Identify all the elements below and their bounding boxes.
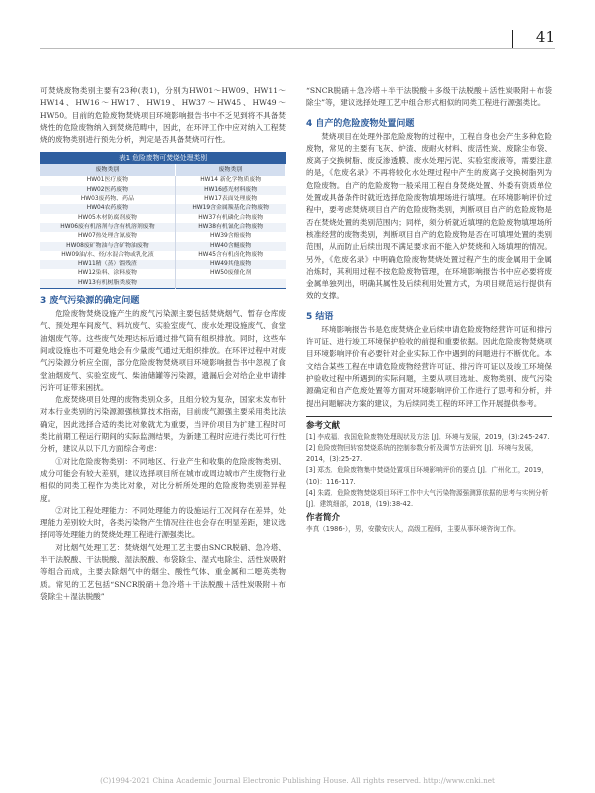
table-cell: HW13有机树脂类废物 — [40, 279, 175, 289]
table-cell: HW19含金属羰基化合物废物 — [175, 204, 285, 213]
table-cell: HW01医疗废物 — [40, 176, 175, 185]
right-column — [306, 85, 552, 535]
table-cell: HW08废矿物油与含矿物油废物 — [40, 242, 175, 251]
table-cell: HW38有机氰化合物废物 — [175, 223, 285, 232]
header-separator — [512, 30, 513, 48]
table-cell: HW03废药物、药品 — [40, 195, 175, 204]
table-header: 废物类别 — [40, 164, 175, 176]
copyright-footer: (C)1994-2021 China Academic Journal Electronic Publishing House. All rights reserved. http://www.cnki.net — [100, 776, 495, 785]
paragraph: 危废焚烧项目处理的废物类别众多，且组分较为复杂，国家未发布针对本行业类别的污染源源强核算技术指南，目前废气源强主要采用类比法确定，因此选择合适的类比对象就尤为重要，当评价项目为扩建工程时可类比前期工程运行期间的实际监测结果，为新建工程时应进行类比可行性分析，建议从以下几方面综合考虑： — [40, 395, 286, 454]
table-row — [40, 204, 286, 213]
paragraph: 环境影响报告书是危废焚烧企业后续申请危险废物经营许可证和排污许可证、进行竣工环境保护验收的前提和重要依据。因此危险废物焚烧项目环境影响评价有必要针对企业实际工作中遇到的问题进行不断优化。本文结合某些工程在申请危险废物经营许可证、排污许可证以及竣工环境保护验收过程中所遇到的实际问题，主要从项目选址、废物类别、废气污染源确定和自产危废处置等方面对环境影响评价工作进行了思考和分析，并提出问题解决方案的建议，为后续同类工程的环评工作开展提供参考。 — [306, 324, 552, 408]
table-cell: HW06废有机溶剂与含有机溶剂废物 — [40, 223, 175, 232]
table-cell: HW12染料、涂料废物 — [40, 269, 175, 278]
table-block — [40, 152, 286, 289]
table-cell: HW04农药废物 — [40, 204, 175, 213]
table-row — [40, 195, 286, 204]
paragraph: 危险废物焚烧设施产生的废气污染源主要包括焚烧烟气、暂存仓库废气、预处理车间废气、料坑废气、实验室废气、废水处理设施废气、食堂油烟废气等。这些废气处理达标后通过排气筒有组织排放。同时，这些车间或设施也不可避免地会有少量废气通过无组织排放。在环评过程中对废气污染源分析应全面，部分危险废物焚烧项目环境影响报告书中忽视了食堂油烟废气、实验室废气、柴油储罐等污染源，遗漏后会对给企业申请排污许可证带来困扰。 — [40, 309, 286, 392]
reference-list — [306, 432, 552, 510]
header-rule — [40, 48, 555, 49]
author-bio: 李真（1986-），男，安徽安庆人，高级工程师，主要从事环境咨询工作。 — [306, 525, 520, 534]
table-cell: HW05木材防腐剂废物 — [40, 214, 175, 223]
reference-item: [3] 郑杰．危险废物集中焚烧处置项目环境影响评价的要点 [J]．广州化工，2019，(10)：116-117. — [306, 466, 548, 486]
table-cell: HW49其他废物 — [175, 260, 285, 269]
table-cell: HW17表面处理废物 — [204, 196, 258, 203]
section-heading-5: 5 结语 — [306, 311, 334, 322]
paragraph: “SNCR脱硝＋急冷塔＋半干法脱酸＋多级干法脱酸＋活性炭吸附＋布袋除尘”等，建议选择处理工艺中组合形式相似的同类工程进行源强类比。 — [306, 86, 552, 108]
references-heading: 参考文献 — [306, 420, 341, 431]
table-row — [40, 186, 286, 195]
table-row — [40, 176, 286, 185]
waste-category-table — [40, 164, 286, 289]
table-row — [40, 269, 286, 278]
table-row — [40, 279, 286, 289]
table-cell: HW39含酚废物 — [210, 233, 252, 240]
table-row — [40, 232, 286, 241]
section-heading-4: 4 自产的危险废物处置问题 — [306, 118, 415, 129]
paragraph: 对比烟气处理工艺：焚烧烟气处理工艺主要由SNCR脱硝、急冷塔、半干法脱酸、干法脱酸、湿法脱酸、布袋除尘、湿式电除尘、活性炭吸附等组合而成，主要去除烟气中的烟尘、酸性气体、重金属和二噁英类物质。常见的工艺包括“SNCR脱硝＋急冷塔＋干法脱酸＋活性炭吸附＋布袋除尘＋湿法脱酸” — [40, 542, 286, 601]
page-number: 41 — [535, 28, 555, 46]
table-row — [40, 242, 286, 251]
table-cell — [175, 279, 285, 289]
table-cell: HW02医药废物 — [40, 186, 175, 195]
author-heading: 作者简介 — [306, 513, 341, 524]
table-cell: HW09油/水、烃/水混合物或乳化液 — [40, 251, 175, 260]
table-cell: HW40含醚废物 — [175, 242, 285, 251]
reference-item: [1] 李成福．我国危险废物处理现状及方法 [J]．环境与发展，2019，(3):245-247. — [306, 432, 550, 441]
table-row — [40, 251, 286, 260]
table-cell: HW37有机磷化合物废物 — [198, 214, 264, 221]
table-cell: HW07热处理含氰废物 — [40, 232, 175, 241]
table-cell: HW50废催化剂 — [210, 270, 252, 277]
table-cell: HW16感光材料废物 — [175, 186, 285, 195]
table-cell: HW45含有机卤化物废物 — [198, 251, 264, 258]
table-row — [40, 260, 286, 269]
table-cell: HW11精（蒸）馏残渣 — [40, 260, 175, 269]
paragraph: ②对比工程处理能力：不同处理能力的设施运行工况间存在差异，处理能力差别较大时，各类污染物产生情况往往也会存在明显差距，建议选择同等处理能力的焚烧处理工程进行源强类比。 — [40, 505, 286, 540]
reference-item: [4] 朱霞．危险废物焚烧项目环评工作中大气污染物源强测算依据的思考与实例分析 [J]．建筑细部，2018，(19):38-42. — [306, 488, 549, 509]
table-title: 表1 危险废物可焚烧处理类别 — [40, 152, 286, 164]
paragraph: 可焚烧废物类别主要有23种(表1)，分别为HW01～HW09、HW11～HW14、HW16～HW17、HW19、HW37～HW45、HW49～HW50。目前的危险废物焚烧项目环境影响报告书中不乏见到将不具备焚烧性的危险废物纳入到焚烧范畴中，因此，在环评工作中应对纳入工程焚烧的废物类别进行预先分析，判定是否具备焚烧可行性。 — [40, 86, 286, 145]
table-cell: HW14 新化学物质废物 — [200, 177, 262, 184]
table-row — [40, 214, 286, 223]
paragraph: ①对比危险废物类别：不同地区、行业产生和收集的危险废物类别、成分可能会有较大差别，建议选择项目所在城市或周边城市产生废物行业相似的同类工程作为类比对象，对比分析所处理的危险废物类别差异程度。 — [40, 456, 286, 503]
section-heading-3: 3 废气污染源的确定问题 — [40, 296, 140, 307]
table-header: 废物类别 — [175, 164, 285, 176]
table-row — [40, 223, 286, 232]
references-divider — [306, 416, 552, 417]
paragraph: 焚烧项目在处理外部危险废物的过程中，工程自身也会产生多种危险废物，常见的主要有飞灰、炉渣、废耐火材料、废活性炭、废除尘布袋、废离子交换树脂、废反渗透膜、废水处理污泥、实验室废液等，需要注意的是，《危废名录》不再将较化水处理过程中产生的废离子交换树脂列为危险废物。自产的危险废物一般采用工程自身焚烧处置、外委有资质单位处置或具备条件时就近选择危险废物填埋场进行填埋。在环境影响评价过程中，要考虑焚烧项目自产的危险废物类别，判断项目自产的危险废物是否在焚烧处置的类别范围内；同样，须分析就近填埋的危险废物填埋场所核准经营的废物类别，判断项目自产的危险废物是否在可填埋处置的类别范围，从而防止后续出现不满足要求而不能入炉焚烧和入场填埋的情况。另外，《危废名录》中明确危险废物焚烧处置过程产生的废金属用于金属冶炼时，其利用过程不按危险废物管理，在环境影响报告书中应必要将废金属单独列出，明确其属性及后续利用处置方式，为项目规范运行提供有效的支撑。 — [306, 131, 552, 301]
reference-item: [2] 危险废物回转窑焚烧系统的控制参数分析及调节方法研究 [J]．环境与发展，2014，(3):25-27. — [306, 444, 538, 464]
left-column — [40, 85, 286, 603]
